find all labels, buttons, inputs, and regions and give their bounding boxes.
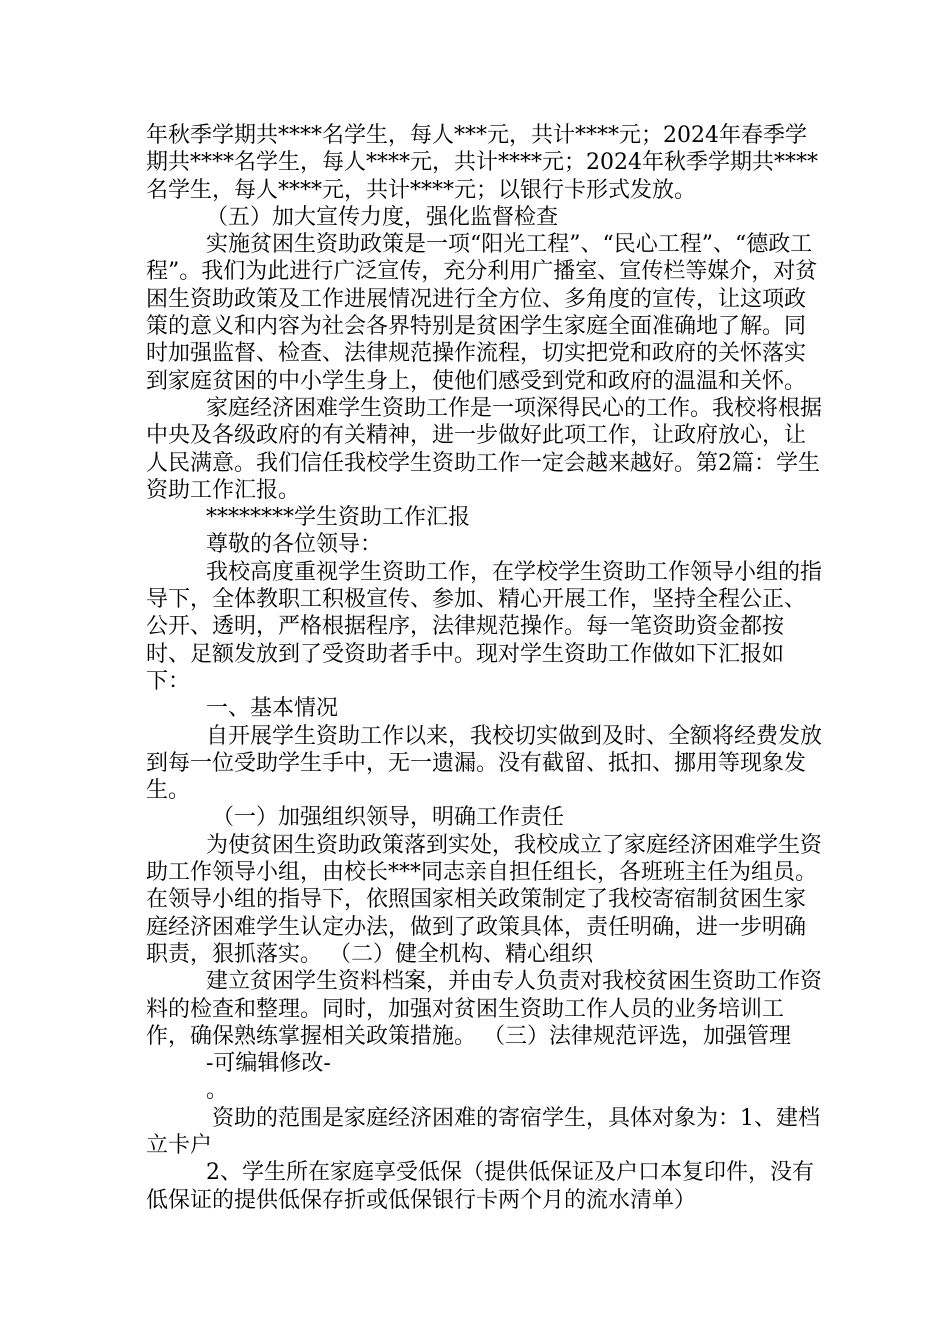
- section-heading-5: （五）加大宣传力度，强化监督检查: [206, 204, 559, 230]
- paragraph-7: 我校高度重视学生资助工作，在学校学生资助工作领导小组的指导下，全体教职工积极宣传、参加、精心开展工作，坚持全程公正、公开、透明，严格根据程序，法律规范操作。每一笔资助资金都按时、足额发放到了受资助者手中。现对学生资助工作做如下汇报如下：: [146, 559, 823, 694]
- paragraph-1: 年秋季学期共****名学生，每人***元，共计****元；2024年春季学期共****名学生，每人****元，共计****元；2024年秋季学期共****名学生，每人****元，共计****元；以银行卡形式发放。: [146, 123, 818, 203]
- paragraph-12: 建立贫困学生资料档案，并由专人负责对我校贫困生资助工作资料的检查和整理。同时，加强对贫困生资助工作人员的业务培训工作，确保熟练掌握相关政策措施。 （三）法律规范评选，加强管理: [146, 969, 823, 1049]
- paragraph-11: 为使贫困生资助政策落到实处，我校成立了家庭经济困难学生资助工作领导小组，由校长***同志亲自担任组长，各班班主任为组员。在领导小组的指导下，依照国家相关政策制定了我校寄宿制贫困生家庭经济困难学生认定办法，做到了政策具体，责任明确，进一步明确职责，狠抓落实。 （二）健全机构、精心组织: [146, 832, 823, 967]
- paragraph-9: 自开展学生资助工作以来，我校切实做到及时、全额将经费发放到每一位受助学生手中，无一遗漏。没有截留、抵扣、挪用等现象发生。: [146, 723, 823, 804]
- section-heading-basic: 一、基本情况: [206, 696, 339, 722]
- paragraph-16: 2、学生所在家庭享受低保（提供低保证及户口本复印件，没有低保证的提供低保存折或低保银行卡两个月的流水清单）: [146, 1160, 814, 1213]
- salutation: 尊敬的各位领导：: [206, 532, 383, 558]
- paragraph-4: 家庭经济困难学生资助工作是一项深得民心的工作。我校将根据中央及各级政府的有关精神，进一步做好此项工作，让政府放心，让人民满意。我们信任我校学生资助工作一定会越来越好。第2篇：学生资助工作汇报。: [146, 395, 823, 503]
- paragraph-15: 资助的范围是家庭经济困难的寄宿学生，具体对象为：1、建档立卡户: [146, 1105, 820, 1158]
- separator-mark: 。: [206, 1078, 229, 1104]
- document-body: [146, 122, 826, 1214]
- report-title: ********学生资助工作汇报: [206, 505, 471, 531]
- section-heading-1: （一）加强组织领导，明确工作责任: [212, 805, 565, 831]
- paragraph-3: 实施贫困生资助政策是一项“阳光工程”、“民心工程”、“德政工程”。我们为此进行广泛宣传，充分利用广播室、宣传栏等媒介，对贫困生资助政策及工作进展情况进行全方位、多角度的宣传，让这项政策的意义和内容为社会各界特别是贫困学生家庭全面准确地了解。同时加强监督、检查、法律规范操作流程，切实把党和政府的关怀落实到家庭贫困的中小学生身上，使他们感受到党和政府的温温和关怀。: [146, 232, 818, 394]
- editable-footer: -可编辑修改-: [206, 1051, 331, 1077]
